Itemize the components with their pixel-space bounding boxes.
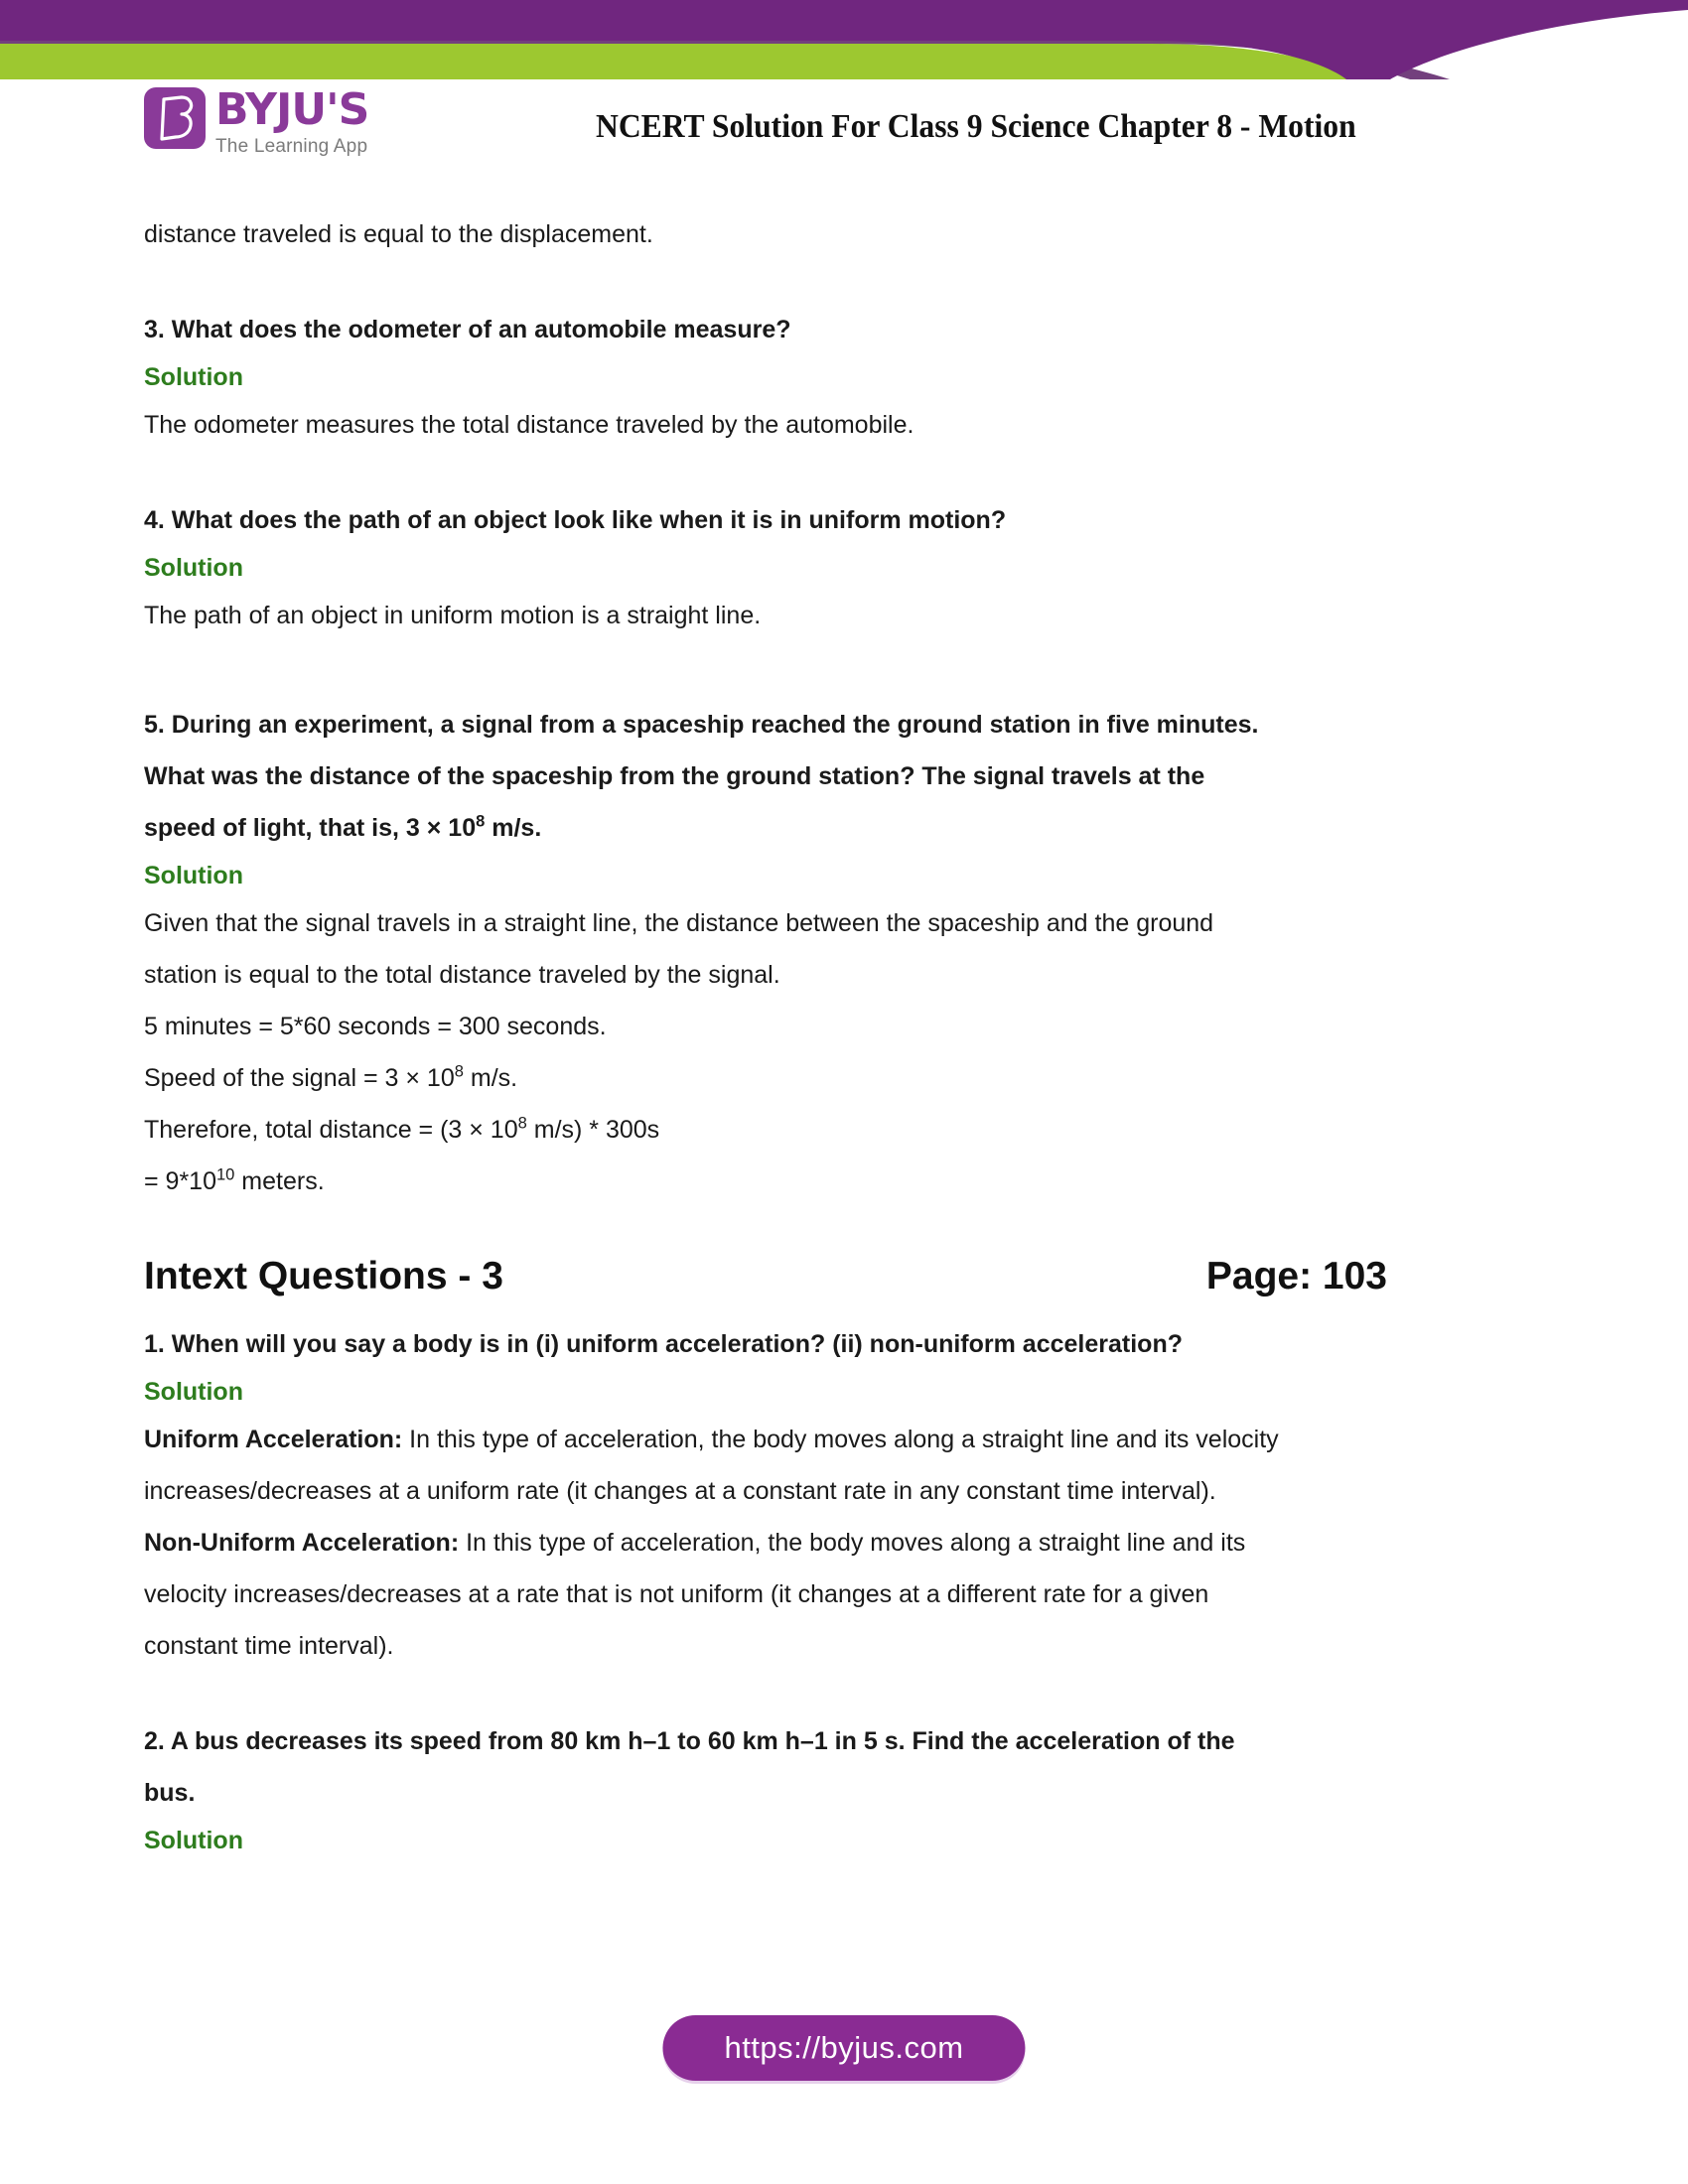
nonuniform-acceleration-label: Non-Uniform Acceleration:	[144, 1529, 460, 1557]
byjus-logo-mark-icon	[144, 87, 206, 149]
question-5-line-3	[144, 802, 1529, 854]
uniform-acceleration-text-1: In this type of acceleration, the body moves along a straight line and its velocity	[402, 1426, 1279, 1453]
answer-3-text: The odometer measures the total distance traveled by the automobile.	[144, 411, 914, 439]
calculation-line-2-post: m/s.	[463, 1064, 518, 1092]
calculation-line-4-pre: = 9*10	[144, 1167, 216, 1195]
question-5-line-3-post: m/s.	[485, 814, 542, 842]
calculation-line-1: 5 minutes = 5*60 seconds = 300 seconds.	[144, 1013, 607, 1040]
calculation-line-3	[144, 1104, 1529, 1156]
solution-label-iq2: Solution	[144, 1827, 243, 1854]
nonuniform-acceleration-line-3: constant time interval).	[144, 1632, 394, 1660]
nonuniform-acceleration-text-1: In this type of acceleration, the body moves along a straight line and its	[459, 1529, 1246, 1557]
answer-4-text: The path of an object in uniform motion is a straight line.	[144, 602, 762, 629]
solution-label-iq1: Solution	[144, 1378, 243, 1406]
solution-label-q3: Solution	[144, 363, 243, 391]
answer-5-line-1: Given that the signal travels in a straight line, the distance between the spaceship and the ground	[144, 909, 1214, 937]
calculation-line-3-pre: Therefore, total distance = (3 × 10	[144, 1116, 518, 1144]
calculation-line-4-post: meters.	[234, 1167, 325, 1195]
uniform-acceleration-line-2: increases/decreases at a uniform rate (it changes at a constant rate in any constant time interval).	[144, 1477, 1216, 1505]
answer-5-line-2: station is equal to the total distance traveled by the signal.	[144, 961, 780, 989]
solution-label-q4: Solution	[144, 554, 243, 582]
header-decoration	[0, 0, 1688, 79]
section-page-number: Page: 103	[1205, 1255, 1387, 1297]
calculation-line-2-pre: Speed of the signal = 3 × 10	[144, 1064, 455, 1092]
nonuniform-acceleration-line-2: velocity increases/decreases at a rate that is not uniform (it changes at a different rate for a given	[144, 1580, 1209, 1608]
intext-question-2-line-1: 2. A bus decreases its speed from 80 km h–1 to 60 km h–1 in 5 s. Find the acceleration of the	[144, 1727, 1235, 1755]
question-5-exponent: 8	[476, 812, 486, 831]
solution-label-q5: Solution	[144, 862, 243, 889]
calculation-line-2	[144, 1052, 1529, 1104]
byjus-logo	[144, 84, 369, 158]
calculation-line-4	[144, 1156, 1529, 1207]
calculation-line-4-exponent: 10	[216, 1165, 235, 1184]
question-5-line-3-pre: speed of light, that is, 3 × 10	[144, 814, 477, 842]
logo-wordmark: BYJU'S	[215, 84, 369, 135]
calculation-line-2-exponent: 8	[454, 1062, 464, 1081]
section-heading-row	[144, 1251, 1529, 1302]
uniform-acceleration-line-1	[144, 1414, 1529, 1465]
intext-question-1-text: 1. When will you say a body is in (i) uniform acceleration? (ii) non-uniform acceleration?	[144, 1330, 1183, 1358]
footer-url-button[interactable]: https://byjus.com	[662, 2015, 1025, 2081]
nonuniform-acceleration-line-1	[144, 1517, 1529, 1569]
uniform-acceleration-label: Uniform Acceleration:	[144, 1426, 403, 1453]
logo-tagline: The Learning App	[215, 136, 368, 157]
calculation-line-3-post: m/s) * 300s	[526, 1116, 660, 1144]
header-purple-band	[0, 0, 1688, 79]
calculation-line-3-exponent: 8	[517, 1114, 527, 1133]
page-title: NCERT Solution For Class 9 Science Chapter 8 - Motion	[596, 108, 1356, 145]
question-5-line-2: What was the distance of the spaceship from the ground station? The signal travels at the	[144, 762, 1205, 790]
header-green-band	[0, 44, 1380, 79]
section-title: Intext Questions - 3	[144, 1255, 503, 1297]
document-body	[144, 208, 1529, 1862]
continued-paragraph: distance traveled is equal to the displacement.	[144, 220, 653, 248]
question-3-text: 3. What does the odometer of an automobile measure?	[144, 316, 791, 343]
question-4-text: 4. What does the path of an object look like when it is in uniform motion?	[144, 506, 1007, 534]
intext-question-2-line-2: bus.	[144, 1779, 196, 1807]
header-divider-line	[0, 40, 1450, 79]
question-5-line-1: 5. During an experiment, a signal from a spaceship reached the ground station in five minutes.	[144, 711, 1259, 739]
